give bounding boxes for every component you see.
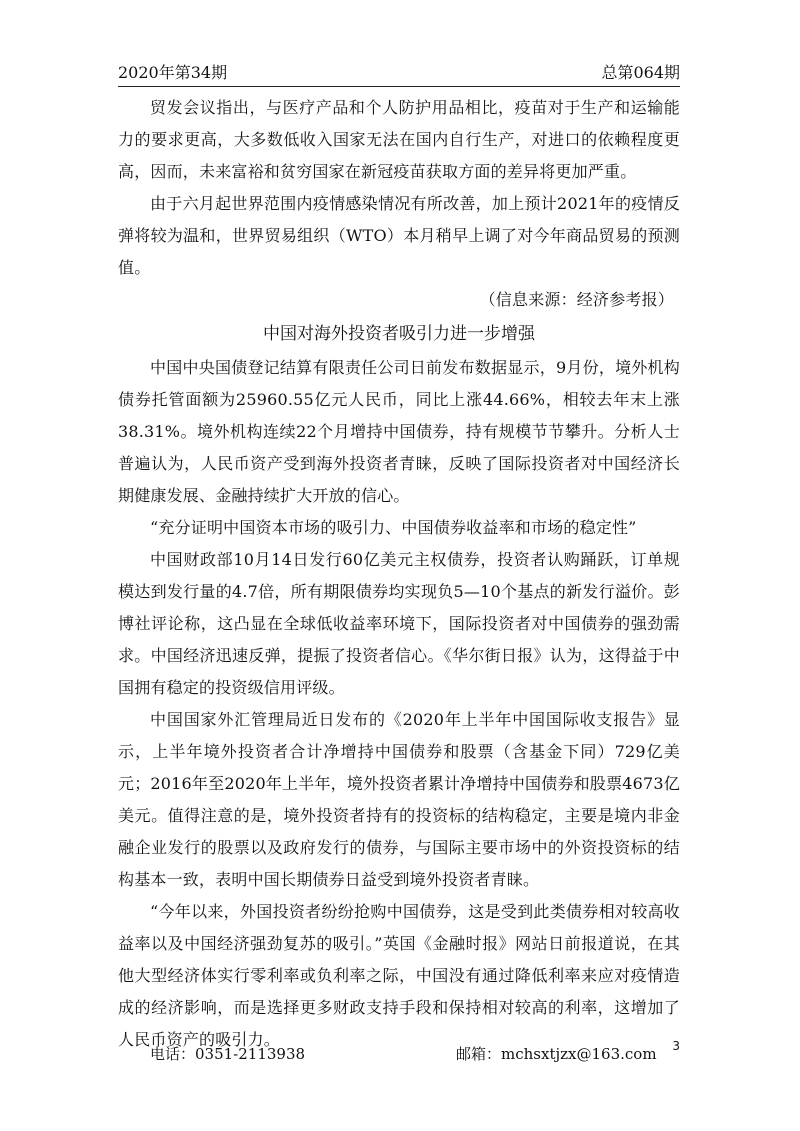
page-footer <box>150 1039 680 1067</box>
paragraph: 中国国家外汇管理局近日发布的《2020年上半年中国国际收支报告》显示，上半年境外投资者合计净增持中国债券和股票（含基金下同）729亿美元；2016年至2020年上半年，境外投资者累计净增持中国债券和股票4673亿美元。值得注意的是，境外投资者持有的投资标的结构稳定，主要是境内非金融企业发行的股票以及政府发行的债券，与国际主要市场中的外资投资标的结构基本一致，表明中国长期债券日益受到境外投资者青睐。 <box>118 710 680 889</box>
phone-contact: 电话：0351-2113938 <box>150 1045 306 1063</box>
paragraph: 贸发会议指出，与医疗产品和个人防护用品相比，疫苗对于生产和运输能力的要求更高，大多数低收入国家无法在国内自行生产，对进口的依赖程度更高，因而，未来富裕和贫穷国家在新冠疫苗获取方面的差异将更加严重。 <box>118 98 680 181</box>
total-issue-number: 总第064期 <box>601 63 680 82</box>
email-contact: 邮箱：mchsxtjzx@163.com <box>456 1045 657 1063</box>
paragraph: 中国财政部10月14日发行60亿美元主权债券，投资者认购踊跃，订单规模达到发行量的4.7倍，所有期限债券均实现负5—10个基点的新发行溢价。彭博社评论称，这凸显在全球低收益率环境下，国际投资者对中国债券的强劲需求。中国经济迅速反弹，提振了投资者信心。《华尔街日报》认为，这得益于中国拥有稳定的投资级信用评级。 <box>118 550 680 697</box>
page-number: 3 <box>672 1039 680 1053</box>
page-body <box>118 92 680 1056</box>
quote-subheading: “充分证明中国资本市场的吸引力、中国债券收益率和市场的稳定性” <box>150 518 637 537</box>
paragraph: “今年以来，外国投资者纷纷抢购中国债券，这是受到此类债券相对较高收益率以及中国经济强劲复苏的吸引。”英国《金融时报》网站日前报道说，在其他大型经济体实行零利率或负利率之际，中国没有通过降低利率来应对疫情造成的经济影响，而是选择更多财政支持手段和保持相对较高的利率，这增加了人民币资产的吸引力。 <box>118 902 680 1049</box>
article-title: 中国对海外投资者吸引力进一步增强 <box>263 324 535 344</box>
paragraph: 由于六月起世界范围内疫情感染情况有所改善，加上预计2021年的疫情反弹将较为温和，世界贸易组织（WTO）本月稍早上调了对今年商品贸易的预测值。 <box>118 194 680 277</box>
issue-number: 2020年第34期 <box>118 63 228 82</box>
paragraph: 中国中央国债登记结算有限责任公司日前发布数据显示，9月份，境外机构债券托管面额为25960.55亿元人民币，同比上涨44.66%，相较去年末上涨38.31%。境外机构连续22个月增持中国债券，持有规模节节攀升。分析人士普遍认为，人民币资产受到海外投资者青睐，反映了国际投资者对中国经济长期健康发展、金融持续扩大开放的信心。 <box>118 358 680 505</box>
source-note: （信息来源：经济参考报） <box>479 290 674 309</box>
page-header <box>118 56 680 87</box>
